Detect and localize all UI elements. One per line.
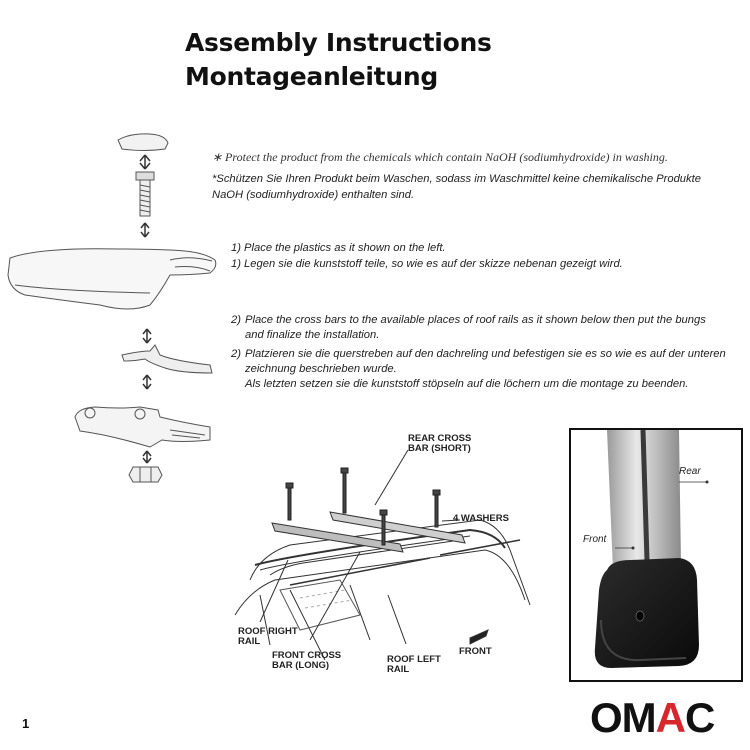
step2-english-line1: Place the cross bars to the available places of roof rails as it shown below then put the bungs	[245, 314, 706, 326]
label-roof-left-line2: RAIL	[387, 664, 410, 675]
step2-english-number: 2)	[231, 314, 241, 326]
page-number: 1	[22, 716, 30, 731]
warning-english: ∗ Protect the product from the chemicals which contain NaOH (sodiumhydroxide) in washing.	[212, 150, 668, 164]
label-front-cross-line2: BAR (LONG)	[272, 660, 329, 671]
label-roof-right-line1: ROOF RIGHT	[238, 626, 298, 637]
step2-german-line1: Platzieren sie die querstreben auf den dachreling und befestigen sie es so wie es auf der unteren	[245, 348, 726, 360]
label-roof-left-line1: ROOF LEFT	[387, 654, 441, 665]
label-rear-cross-line2: BAR (SHORT)	[408, 443, 471, 454]
step1-english: 1) Place the plastics as it shown on the left.	[231, 242, 446, 254]
step2-english-line2: and finalize the installation.	[245, 329, 380, 341]
product-photo	[569, 428, 743, 682]
roof-rack-diagram	[230, 440, 550, 675]
label-roof-right-line2: RAIL	[238, 636, 261, 647]
title-english: Assembly Instructions	[185, 28, 492, 57]
label-front: FRONT	[459, 646, 492, 657]
photo-label-front: Front	[583, 534, 607, 545]
logo-om: OM	[590, 694, 656, 741]
plastic-parts-sketch	[0, 125, 225, 485]
step1-german: 1) Legen sie die kunststoff teile, so wie es auf der skizze nebenan gezeigt wird.	[231, 258, 623, 270]
warning-german-line1: *Schützen Sie Ihren Produkt beim Waschen, sodass im Waschmittel keine chemikalische Produkte	[212, 173, 701, 185]
step2-german-line3: Als letzten setzen sie die kunststoff stöpseln auf die löchern um die montage zu beenden.	[245, 378, 689, 390]
logo-c: C	[685, 694, 715, 741]
title-german: Montageanleitung	[185, 62, 438, 91]
photo-label-rear: Rear	[679, 466, 701, 477]
end-cap-photo-drawing	[571, 430, 741, 680]
step2-german-number: 2)	[231, 348, 241, 360]
step2-german-line2: zeichnung beschrieben wurde.	[245, 363, 397, 375]
label-washers: 4 WASHERS	[453, 513, 509, 524]
label-front-cross-line1: FRONT CROSS	[272, 650, 342, 661]
warning-german-line2: NaOH (sodiumhydroxide) enthalten sind.	[212, 189, 415, 201]
omac-logo	[590, 696, 714, 740]
label-rear-cross-line1: REAR CROSS	[408, 433, 472, 444]
logo-a: A	[655, 694, 685, 741]
